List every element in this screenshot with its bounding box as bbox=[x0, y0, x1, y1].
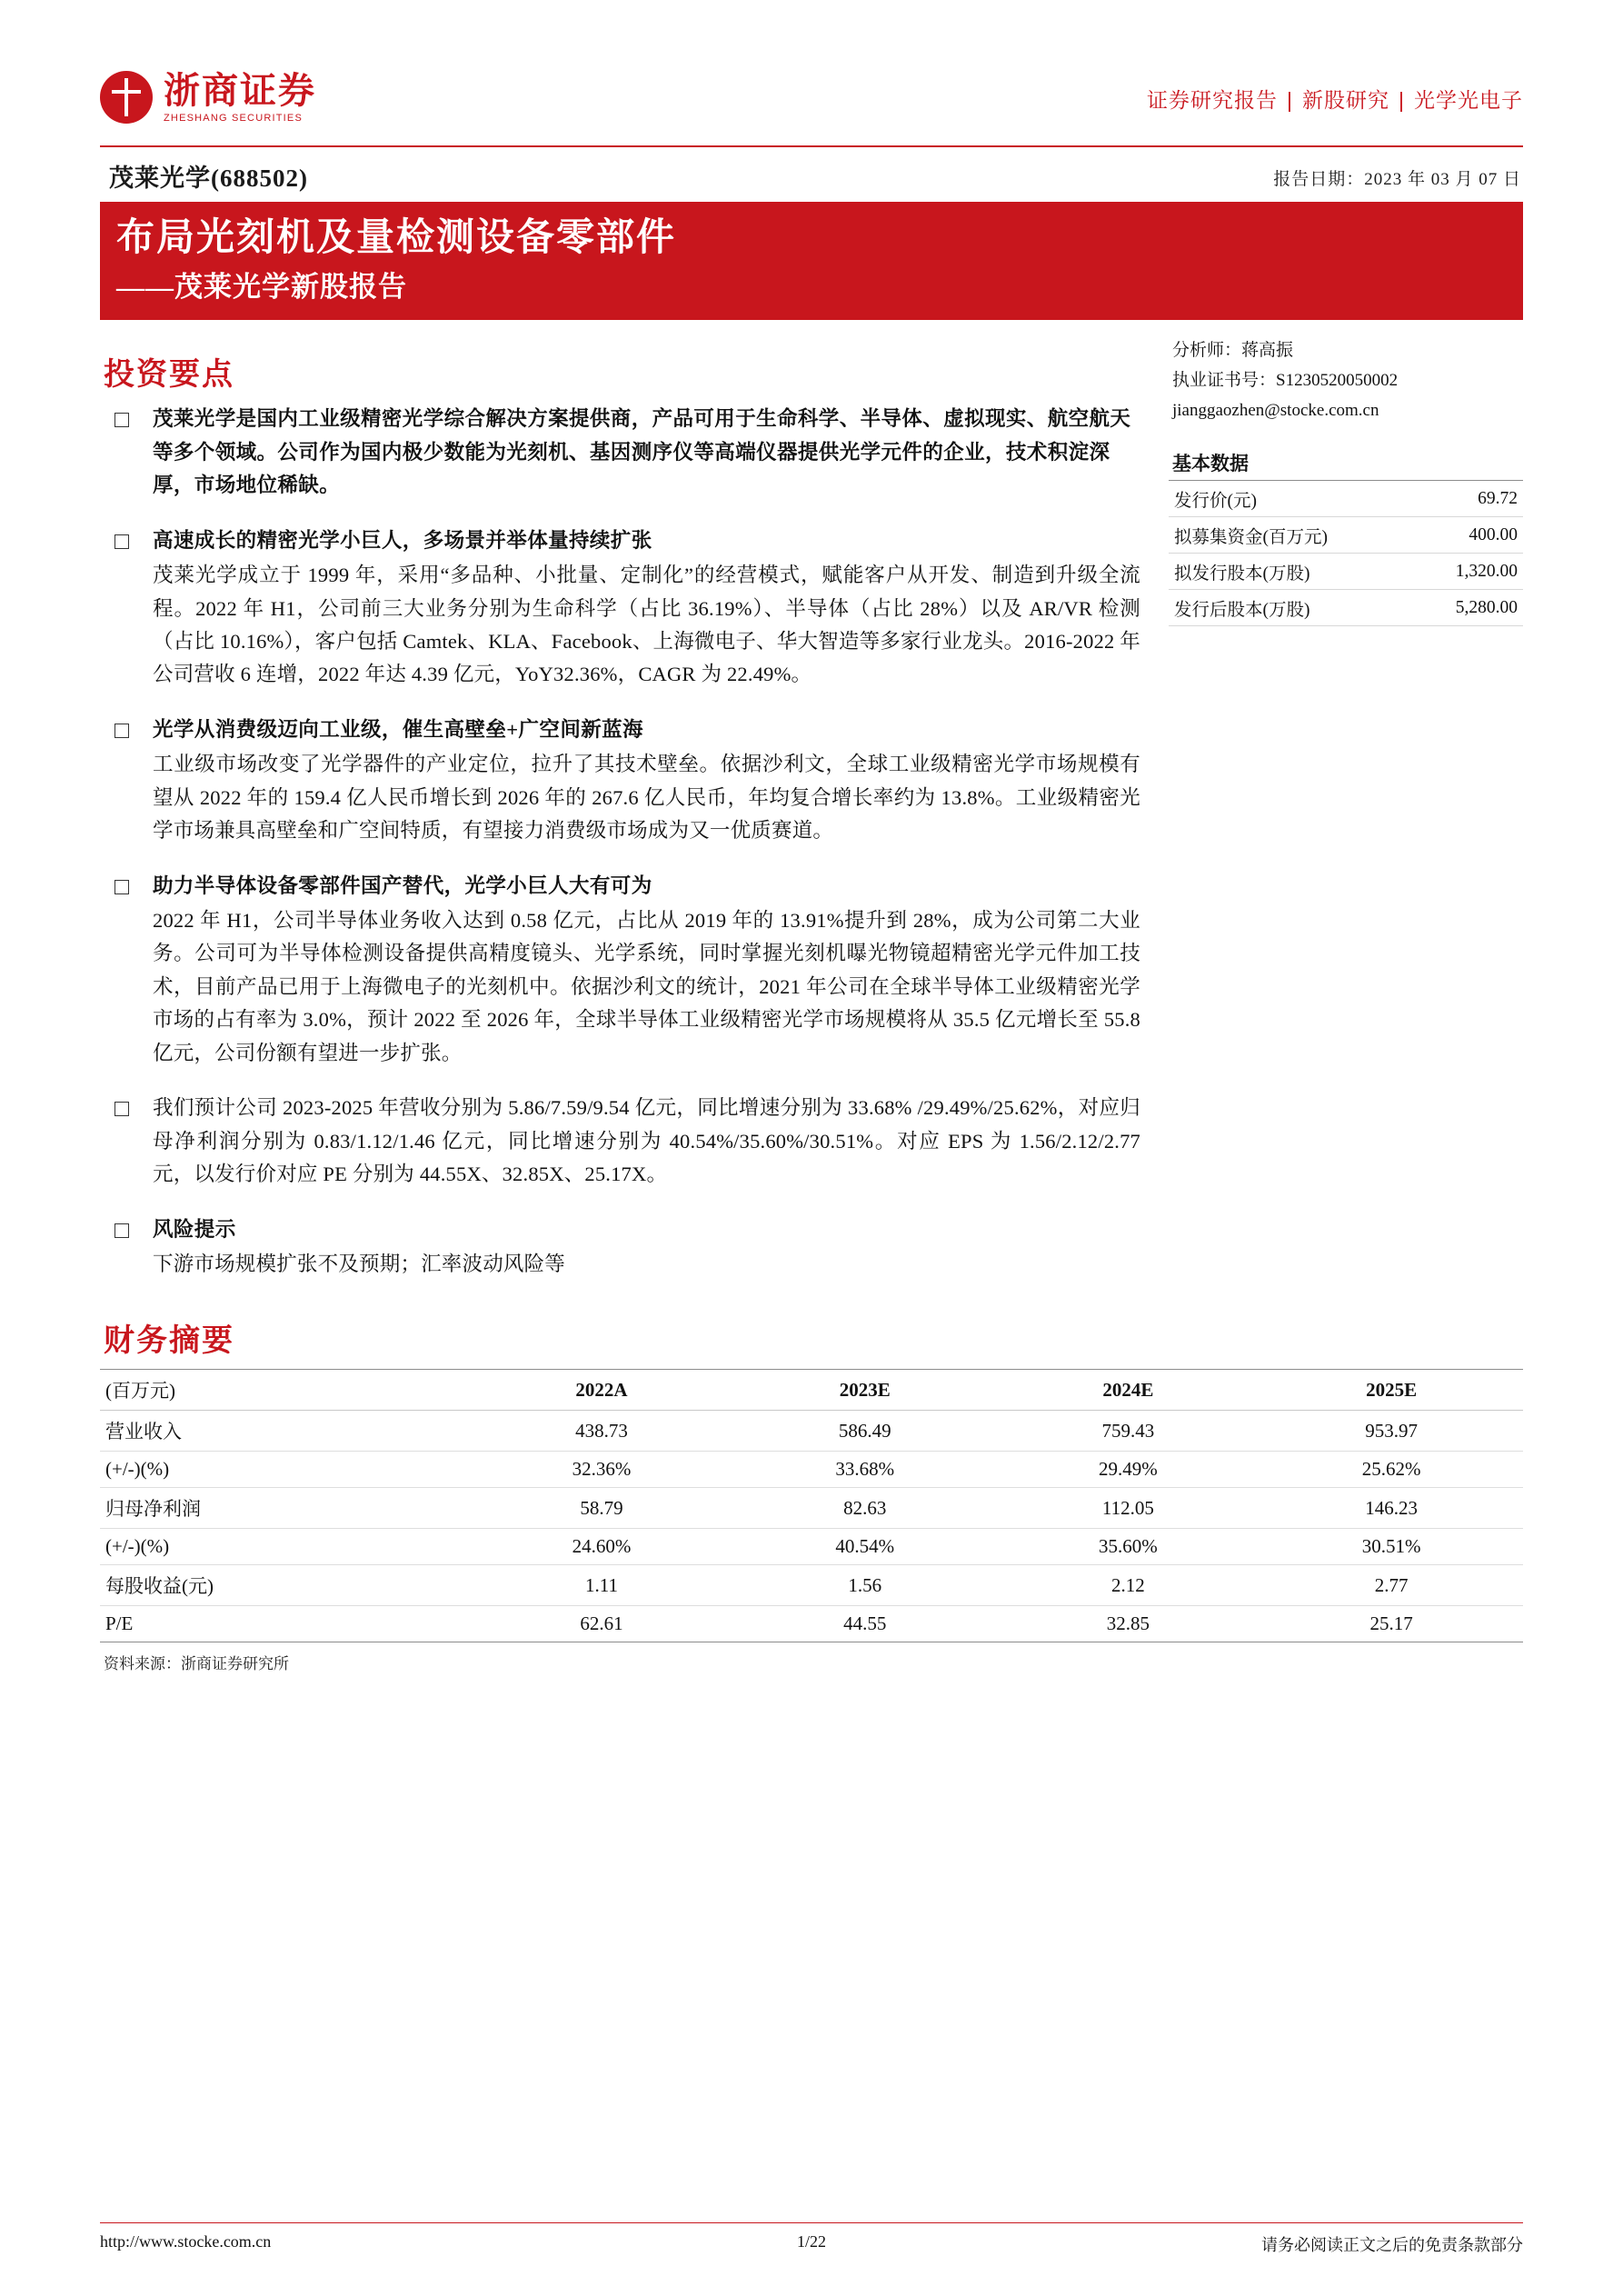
basic-data-label-2: 拟发行股本(万股) bbox=[1169, 554, 1414, 590]
square-bullet-icon bbox=[115, 413, 129, 427]
fin-cell-5-2: 32.85 bbox=[997, 1606, 1260, 1642]
fin-cell-2-0: 58.79 bbox=[470, 1488, 733, 1529]
fin-cell-1-2: 29.49% bbox=[997, 1452, 1260, 1488]
table-row bbox=[1169, 481, 1523, 517]
sidebar-column bbox=[1169, 336, 1523, 626]
fin-row-label-5: P/E bbox=[100, 1606, 470, 1642]
bullet-item bbox=[100, 1092, 1140, 1191]
basic-data-title: 基本数据 bbox=[1172, 454, 1249, 475]
bullet-item bbox=[100, 524, 1140, 692]
fin-cell-0-1: 586.49 bbox=[733, 1411, 997, 1452]
fin-cell-2-3: 146.23 bbox=[1260, 1488, 1523, 1529]
basic-data-label-3: 发行后股本(万股) bbox=[1169, 590, 1414, 626]
analyst-name: 分析师：蒋高振 bbox=[1172, 341, 1294, 361]
breadcrumb-separator: | bbox=[1287, 88, 1294, 112]
financial-summary bbox=[100, 1315, 1523, 1673]
header-breadcrumb bbox=[1147, 84, 1523, 114]
title-band bbox=[100, 202, 1523, 320]
square-bullet-icon bbox=[115, 1223, 129, 1238]
table-row bbox=[1169, 590, 1523, 626]
table-row bbox=[100, 1488, 1523, 1529]
table-row bbox=[1169, 554, 1523, 590]
bullet-body-5: 下游市场规模扩张不及预期；汇率波动风险等 bbox=[153, 1252, 566, 1275]
page-number: 1/22 bbox=[796, 2232, 827, 2251]
fin-cell-2-2: 112.05 bbox=[997, 1488, 1260, 1529]
table-row bbox=[100, 1565, 1523, 1606]
analyst-email[interactable]: jianggaozhen@stocke.com.cn bbox=[1172, 400, 1379, 420]
bullet-head-5: 风险提示 bbox=[153, 1217, 236, 1241]
zheshang-logo-icon bbox=[100, 71, 153, 124]
page-header bbox=[100, 0, 1523, 145]
square-bullet-icon bbox=[115, 1102, 129, 1116]
brand-logo bbox=[100, 71, 316, 124]
bullet-body-3: 2022 年 H1，公司半导体业务收入达到 0.58 亿元，占比从 2019 年的 13.91%提升到 28%，成为公司第二大业务。公司可为半导体检测设备提供高精度镜头、光学系统，同时掌握光刻机曝光物镜超精密光学元件加工技术，目前产品已用于上海微电子的光刻机中。依据沙利文的统计，2021 年公司在全球半导体工业级精密光学市场的占有率为 3.0%，预计 2022 至 2026 年，全球半导体工业级精密光学市场规模将从 35.5 亿元增长至 55.8 亿元，公司份额有望进一步扩张。 bbox=[153, 909, 1140, 1064]
bullet-text-0: 茂莱光学是国内工业级精密光学综合解决方案提供商，产品可用于生命科学、半导体、虚拟现实、航空航天等多个领域。公司作为国内极少数能为光刻机、基因测序仪等高端仪器提供光学元件的企业，技术积淀深厚，市场地位稀缺。 bbox=[153, 407, 1131, 497]
fin-cell-5-1: 44.55 bbox=[733, 1606, 997, 1642]
fin-cell-1-3: 25.62% bbox=[1260, 1452, 1523, 1488]
financial-summary-title: 财务摘要 bbox=[104, 1323, 234, 1359]
page-footer bbox=[100, 2222, 1523, 2256]
fin-row-label-4: 每股收益(元) bbox=[100, 1565, 470, 1606]
table-source-note: 资料来源：浙商证券研究所 bbox=[104, 1655, 289, 1673]
basic-data-label-0: 发行价(元) bbox=[1169, 481, 1414, 517]
breadcrumb-item-0: 证券研究报告 bbox=[1147, 88, 1279, 112]
analyst-block bbox=[1169, 336, 1523, 425]
fin-cell-3-2: 35.60% bbox=[997, 1529, 1260, 1565]
fin-row-label-1: (+/-)(%) bbox=[100, 1452, 470, 1488]
table-row bbox=[100, 1606, 1523, 1642]
basic-data-value-1: 400.00 bbox=[1414, 517, 1523, 554]
square-bullet-icon bbox=[115, 880, 129, 894]
breadcrumb-item-1: 新股研究 bbox=[1302, 88, 1390, 112]
bullet-head-2: 光学从消费级迈向工业级，催生高壁垒+广空间新蓝海 bbox=[153, 717, 643, 741]
fin-cell-4-0: 1.11 bbox=[470, 1565, 733, 1606]
table-row bbox=[100, 1452, 1523, 1488]
fin-cell-5-3: 25.17 bbox=[1260, 1606, 1523, 1642]
bullet-body-1: 茂莱光学成立于 1999 年，采用“多品种、小批量、定制化”的经营模式，赋能客户从开发、制造到升级全流程。2022 年 H1，公司前三大业务分别为生命科学（占比 36.19%）、半导体（占比 28%）以及 AR/VR 检测（占比 10.16%），客户包括 Camtek、KLA、Facebook、上海微电子、华大智造等多家行业龙头。2016-2022 年公司营收 6 连增，2022 年达 4.39 亿元，YoY32.36%，CAGR 为 22.49%。 bbox=[153, 564, 1140, 686]
fin-col-0: (百万元) bbox=[100, 1370, 470, 1411]
fin-cell-3-3: 30.51% bbox=[1260, 1529, 1523, 1565]
bullet-head-1: 高速成长的精密光学小巨人，多场景并举体量持续扩张 bbox=[153, 528, 652, 552]
bullet-item bbox=[100, 870, 1140, 1071]
fin-cell-2-1: 82.63 bbox=[733, 1488, 997, 1529]
fin-row-label-2: 归母净利润 bbox=[100, 1488, 470, 1529]
fin-row-label-3: (+/-)(%) bbox=[100, 1529, 470, 1565]
fin-cell-3-0: 24.60% bbox=[470, 1529, 733, 1565]
fin-col-1: 2022A bbox=[470, 1370, 733, 1411]
footer-url[interactable]: http://www.stocke.com.cn bbox=[100, 2232, 272, 2251]
stock-name: 茂莱光学(688502) bbox=[109, 165, 308, 192]
stock-header-row bbox=[100, 145, 1523, 202]
bullet-item bbox=[100, 714, 1140, 848]
fin-cell-1-1: 33.68% bbox=[733, 1452, 997, 1488]
basic-data-value-0: 69.72 bbox=[1414, 481, 1523, 517]
bullet-item-risk bbox=[100, 1213, 1140, 1282]
brand-name-en: ZHESHANG SECURITIES bbox=[164, 112, 303, 124]
fin-cell-4-2: 2.12 bbox=[997, 1565, 1260, 1606]
fin-row-label-0: 营业收入 bbox=[100, 1411, 470, 1452]
page-subtitle: ——茂莱光学新股报告 bbox=[116, 270, 407, 303]
fin-cell-0-3: 953.97 bbox=[1260, 1411, 1523, 1452]
fin-col-2: 2023E bbox=[733, 1370, 997, 1411]
bullet-body-4: 我们预计公司 2023-2025 年营收分别为 5.86/7.59/9.54 亿元，同比增速分别为 33.68% /29.49%/25.62%，对应归母净利润分别为 0.83/1.12/1.46 亿元，同比增速分别为 40.54%/35.60%/30.51%。对应 EPS 为 1.56/2.12/2.77 元，以发行价对应 PE 分别为 44.55X、32.85X、25.17X。 bbox=[153, 1096, 1140, 1186]
fin-cell-4-3: 2.77 bbox=[1260, 1565, 1523, 1606]
page-title: 布局光刻机及量检测设备零部件 bbox=[116, 217, 677, 259]
fin-cell-1-0: 32.36% bbox=[470, 1452, 733, 1488]
fin-cell-3-1: 40.54% bbox=[733, 1529, 997, 1565]
fin-col-3: 2024E bbox=[997, 1370, 1260, 1411]
fin-cell-5-0: 62.61 bbox=[470, 1606, 733, 1642]
basic-data-label-1: 拟募集资金(百万元) bbox=[1169, 517, 1414, 554]
square-bullet-icon bbox=[115, 534, 129, 549]
table-row bbox=[100, 1529, 1523, 1565]
fin-cell-4-1: 1.56 bbox=[733, 1565, 997, 1606]
fin-cell-0-0: 438.73 bbox=[470, 1411, 733, 1452]
table-header-row bbox=[100, 1370, 1523, 1411]
fin-cell-0-2: 759.43 bbox=[997, 1411, 1260, 1452]
footer-disclaimer: 请务必阅读正文之后的免责条款部分 bbox=[1261, 2236, 1523, 2254]
table-row bbox=[1169, 517, 1523, 554]
investment-points-title: 投资要点 bbox=[104, 357, 234, 393]
fin-col-4: 2025E bbox=[1260, 1370, 1523, 1411]
basic-data-value-3: 5,280.00 bbox=[1414, 590, 1523, 626]
body-columns bbox=[100, 336, 1523, 1303]
main-column bbox=[100, 336, 1140, 1303]
table-row bbox=[100, 1411, 1523, 1452]
square-bullet-icon bbox=[115, 724, 129, 738]
breadcrumb-item-2: 光学光电子 bbox=[1414, 88, 1523, 112]
bullet-item bbox=[100, 403, 1140, 502]
analyst-license: 执业证书号：S1230520050002 bbox=[1172, 371, 1399, 391]
basic-data-value-2: 1,320.00 bbox=[1414, 554, 1523, 590]
financial-table bbox=[100, 1369, 1523, 1642]
breadcrumb-separator: | bbox=[1399, 88, 1405, 112]
basic-data-table bbox=[1169, 480, 1523, 626]
bullet-head-3: 助力半导体设备零部件国产替代，光学小巨人大有可为 bbox=[153, 873, 652, 897]
report-date: 报告日期：2023 年 03 月 07 日 bbox=[1273, 170, 1521, 189]
bullet-body-2: 工业级市场改变了光学器件的产业定位，拉升了其技术壁垒。依据沙利文，全球工业级精密光学市场规模有望从 2022 年的 159.4 亿人民币增长到 2026 年的 267.6 亿人民币，年均复合增长率约为 13.8%。工业级精密光学市场兼具高壁垒和广空间特质，有望接力消费级市场成为又一优质赛道。 bbox=[153, 753, 1140, 843]
brand-name-cn: 浙商证券 bbox=[164, 70, 316, 111]
